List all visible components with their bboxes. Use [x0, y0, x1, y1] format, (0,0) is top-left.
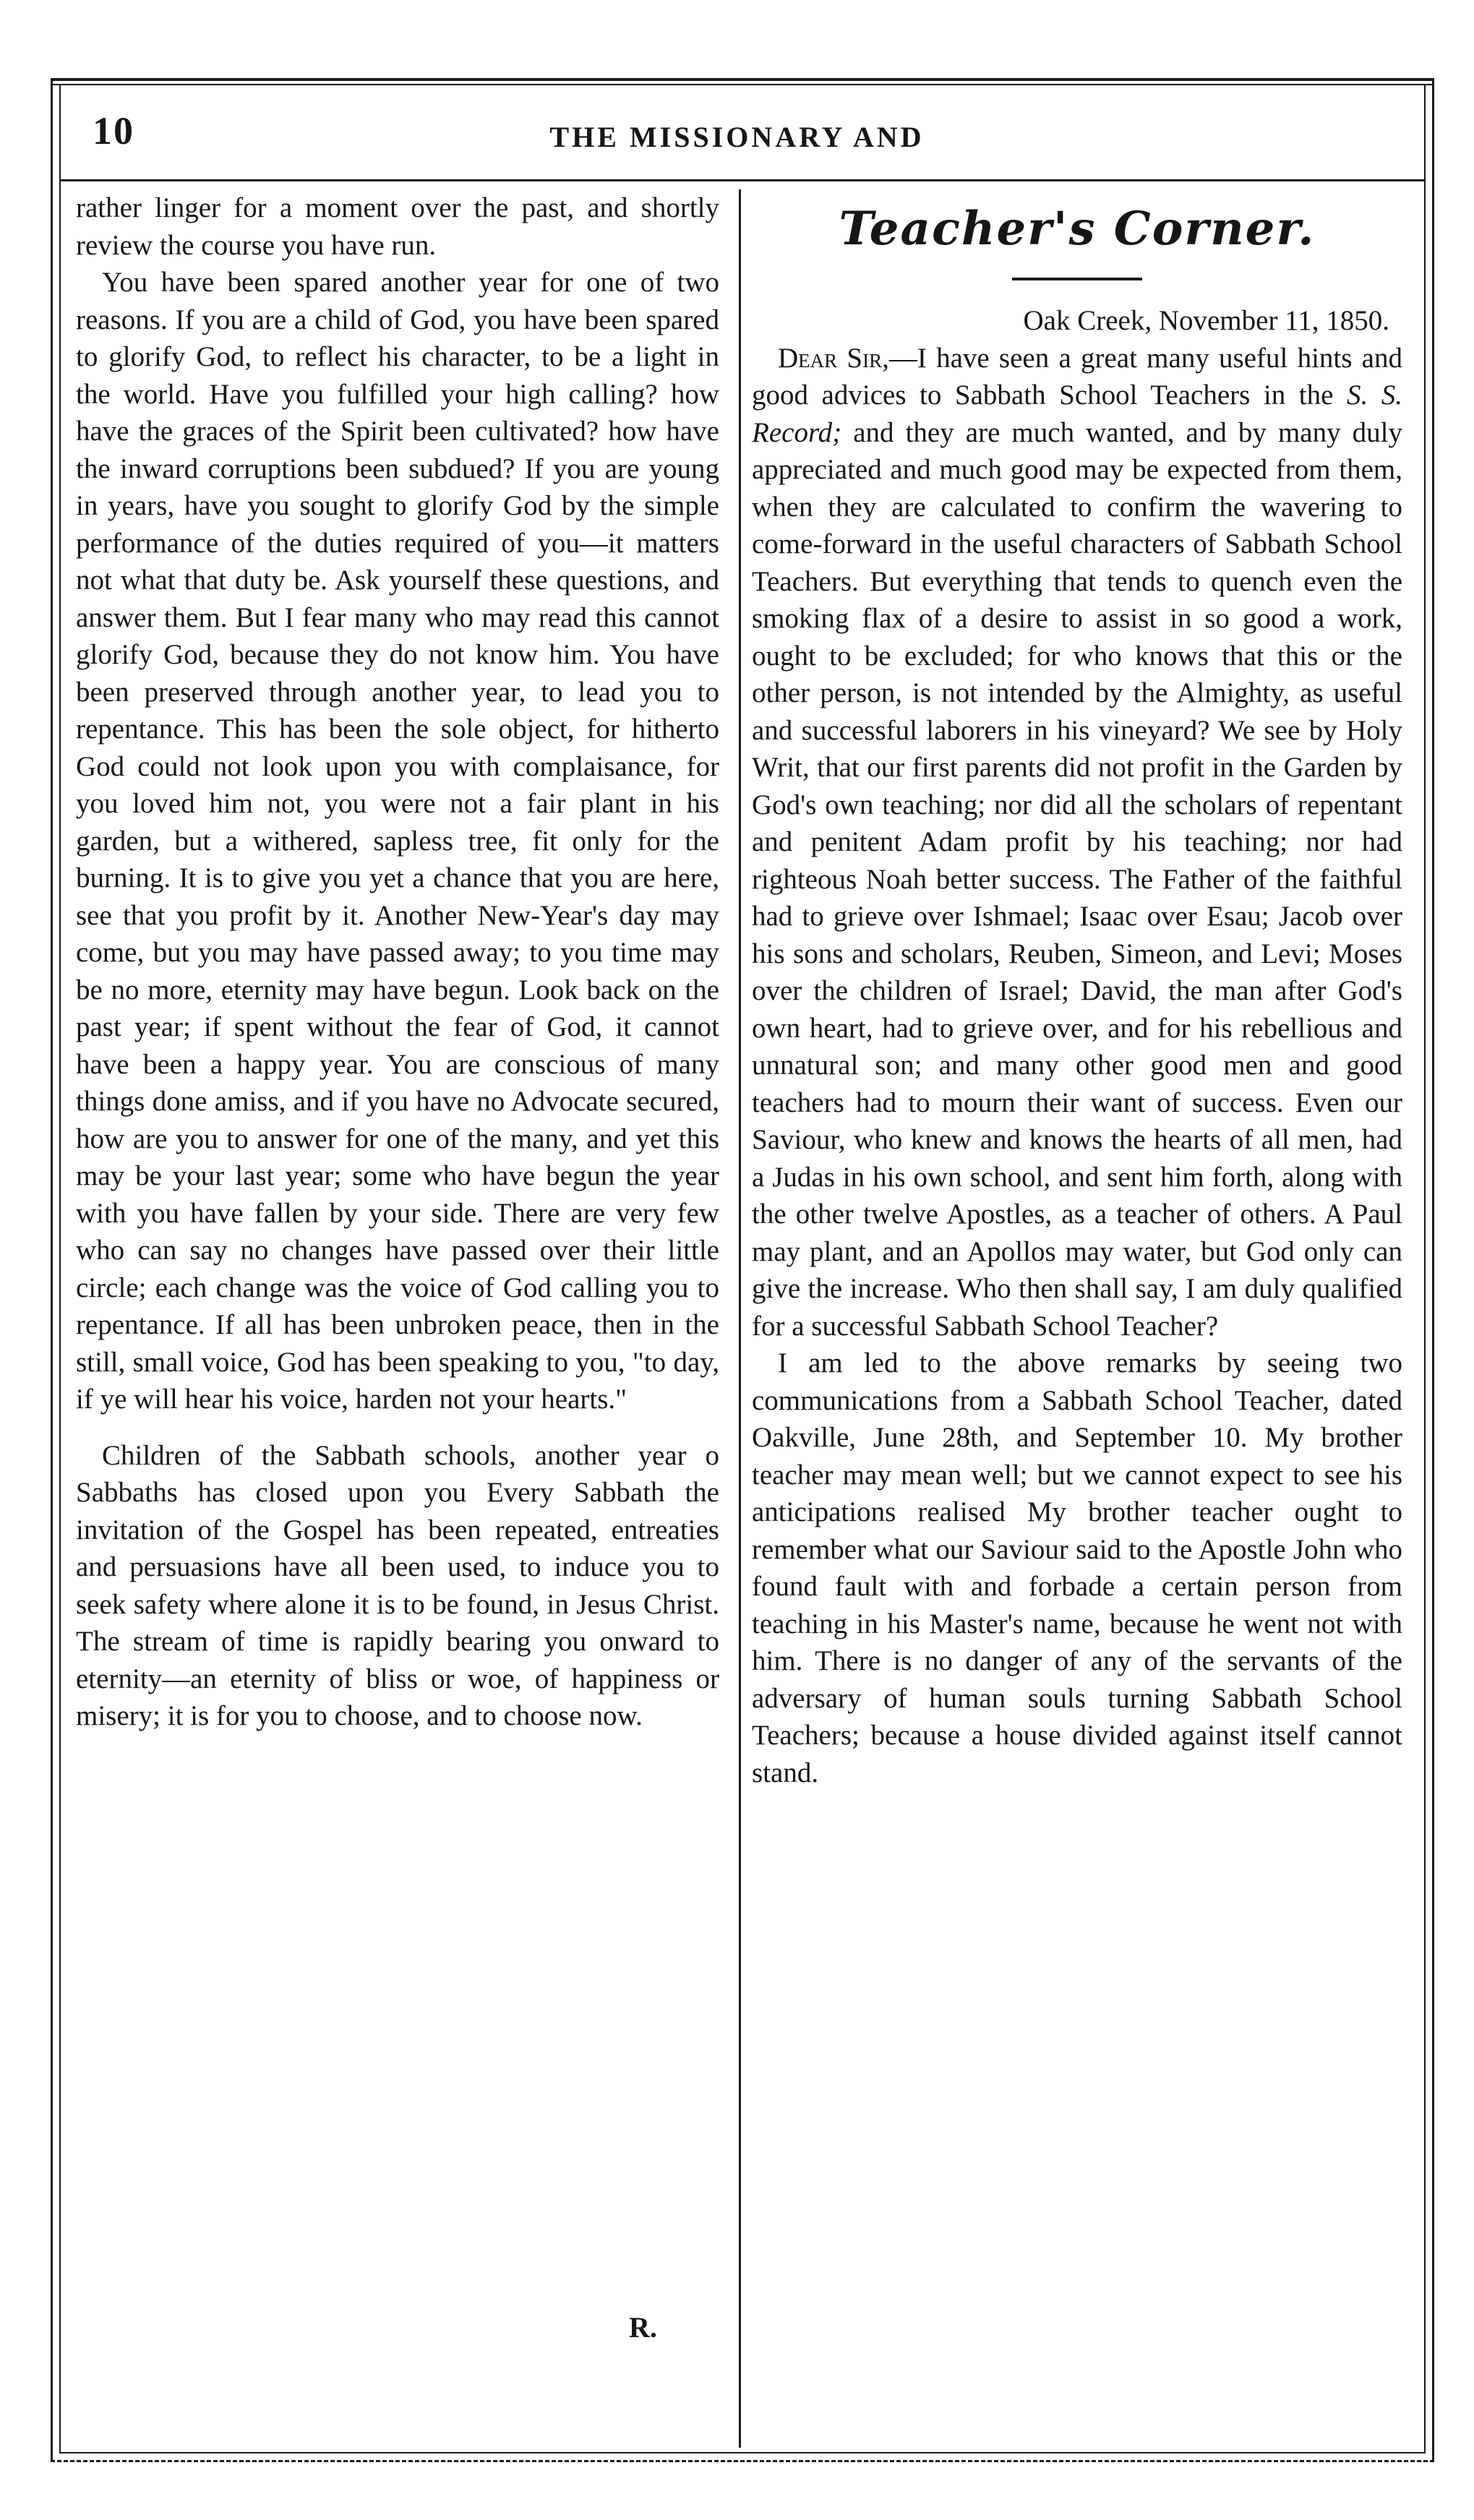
left-paragraph-2: You have been spared another year for one of two reasons. If you are a child of God, you have been spared to glorify God, to reflect his character, to be a light in the world. Have you fulfilled your high calling? how have the graces of the Spirit been cultivated? how have the inward corruptions been subdued? If you are young in years, have you sought to glorify God by the simple performance of the duties required of you—it matters not what that duty be. Ask yourself these questions, and answer them. But I fear many who may read this cannot glorify God, because they do not know him. You have been preserved through another year, to lead you to repentance. This has been the sole object, for hitherto God could not look upon you with complaisance, for you loved him not, you were not a fair plant in his garden, but a withered, sapless tree, fit only for the burning. It is to give you yet a chance that you are here, see that you profit by it. Another New-Year's day may come, but you may have passed away; to you time may be no more, eternity may have begun. Look back on the past year; if spent without the fear of God, it cannot have been a happy year. You are conscious of many things done amiss, and if you have no Advocate secured, how are you to answer for one of the many, and yet this may be your last year; some who have begun the year with you have fallen by your side. There are very few who can say no changes have passed over their little circle; each change was the voice of God calling you to repentance. If all has been unbroken peace, then in the still, small voice, God has been speaking to you, "to day, if ye will hear his voice, harden not your hearts." — [76, 267, 719, 1415]
section-title: Teacher's Corner. — [839, 202, 1316, 256]
page-border-right-inner — [1424, 84, 1426, 2453]
salutation: Dear Sir, — [778, 342, 889, 374]
signature: R. — [629, 2311, 657, 2344]
page-border-left — [51, 78, 53, 2462]
letter-text-b: and they are much wanted, and by many duly appreciated and much good may be expected from them, when they are calculated to confirm the wavering to come-forward in the useful characters of Sabbath School Teachers. But everything that tends to quench even the smoking flax of a desire to assist in so good a work, ought to be excluded; for who knows that this or the other person, is not intended by the Almighty, as useful and successful laborers in his vineyard? We see by Holy Writ, that our first parents did not profit in the Garden by God's own teaching; nor did all the scholars of repentant and penitent Adam profit by his teaching; nor had righteous Noah better success. The Father of the faithful had to grieve over Ishmael; Isaac over Esau; Jacob over his sons and scholars, Reuben, Simeon, and Levi; Moses over the children of Israel; David, the man after God's own heart, had to grieve over, and for his rebellious and unnatural son; and many other good men and good teachers had to mourn their want of success. Even our Saviour, who knew and knows the hearts of all men, had a Judas in his own school, and sent him forth, along with the other twelve Apostles, as a teacher of others. A Paul may plant, and an Apollos may water, but God only can give the increase. Who then shall say, I am duly qualified for a successful Sabbath School Teacher? — [752, 416, 1402, 1342]
page-border-top — [51, 78, 1434, 81]
left-paragraph-3: Children of the Sabbath schools, another year o Sabbaths has closed upon you Every Sabbath the invitation of the Gospel has been repeated, entreaties and persuasions have all been used, to induce you to seek safety where alone it is to be found, in Jesus Christ. The stream of time is rapidly bearing you onward to eternity—an eternity of bliss or woe, of happiness or misery; it is for you to choose, and to choose now. — [76, 1439, 719, 1731]
letter-paragraph-2: I am led to the above remarks by seeing two communications from a Sabbath School Teacher, dated Oakville, June 28th, and September 10. My brother teacher may mean well; but we cannot expect to see his anticipations realised My brother teacher ought to remember what our Saviour said to the Apostle John who found fault with and forbade a certain person from teaching in his Master's name, because he went not with him. There is no danger of any of the servants of the adversary of human souls turning Sabbath School Teachers; because a house divided against itself cannot stand. — [752, 1347, 1402, 1788]
letter-paragraph-1 — [752, 340, 1402, 1345]
column-divider — [739, 189, 741, 2448]
letter-text-a: —I have seen a great many useful hints and good advices to Sabbath School Teachers in the — [752, 342, 1402, 411]
page-border-bottom — [51, 2460, 1434, 2462]
header-rule — [59, 179, 1426, 181]
running-head: THE MISSIONARY AND — [549, 121, 925, 153]
left-column — [76, 189, 719, 1735]
page-border-bottom-inner — [59, 2452, 1426, 2453]
right-column — [752, 189, 1402, 1791]
paragraph-gap — [76, 1418, 719, 1437]
page-border-left-inner — [59, 84, 61, 2453]
page-number: 10 — [93, 109, 134, 153]
record-title: S. S. Record; — [752, 380, 1403, 448]
title-rule — [1012, 278, 1142, 280]
page-border-right — [1432, 78, 1434, 2462]
dateline: Oak Creek, November 11, 1850. — [1023, 305, 1389, 336]
left-paragraph-1: rather linger for a moment over the past, and shortly review the course you have run. — [76, 192, 719, 261]
page-border-top-inner — [51, 84, 1434, 85]
